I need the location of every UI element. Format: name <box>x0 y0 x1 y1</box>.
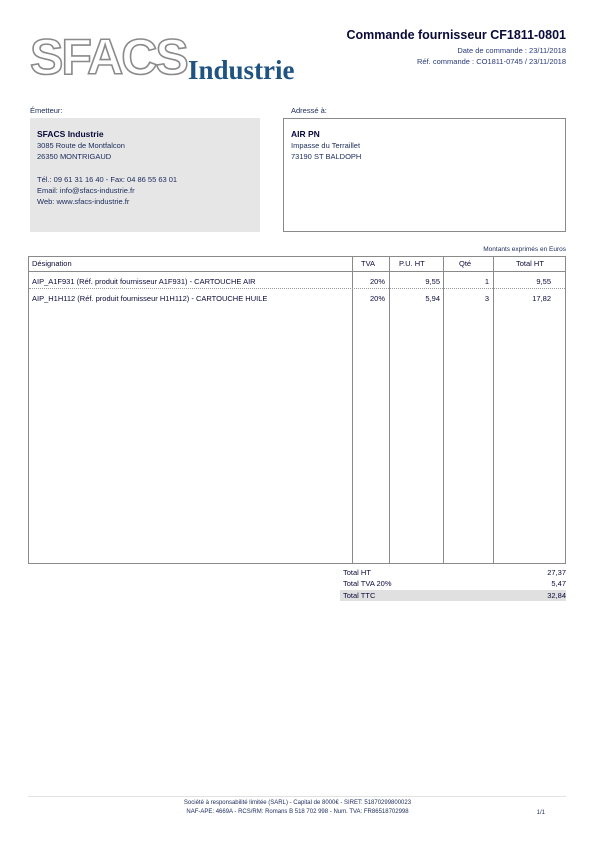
column-divider <box>493 257 494 563</box>
column-divider <box>443 257 444 563</box>
header-designation: Désignation <box>32 259 72 268</box>
row-tva: 20% <box>369 277 385 286</box>
total-tva-value: 5,47 <box>551 579 566 588</box>
total-ht-label: Total HT <box>343 568 371 577</box>
recipient-address-line2: 73190 ST BALDOPH <box>291 152 362 161</box>
order-reference: Réf. commande : CO1811-0745 / 23/11/2018 <box>417 57 566 66</box>
issuer-email: Email: info@sfacs-industrie.fr <box>37 186 135 195</box>
row-quantity: 1 <box>484 277 489 286</box>
header-tva: TVA <box>361 259 376 268</box>
row-designation: AIP_H1H112 (Réf. produit fournisseur H1H112) - CARTOUCHE HUILE <box>32 294 268 303</box>
currency-note: Montants exprimés en Euros <box>483 246 566 253</box>
recipient-label: Adressé à: <box>291 106 327 115</box>
footer-divider <box>28 796 566 797</box>
issuer-label: Émetteur: <box>30 106 63 115</box>
total-tva-label: Total TVA 20% <box>343 579 392 588</box>
row-designation: AIP_A1F931 (Réf. produit fournisseur A1F931) - CARTOUCHE AIR <box>32 277 256 286</box>
header-quantity: Qté <box>459 259 472 268</box>
header-divider <box>29 271 565 272</box>
page-number: 1/1 <box>536 810 545 816</box>
footer-legal-line2: NAF-APE: 4669A - RCS/RM: Romans B 518 702 998 - Num. TVA: FR86518702998 <box>186 809 409 815</box>
order-date: Date de commande : 23/11/2018 <box>457 46 566 55</box>
header-total-ht: Total HT <box>516 259 544 268</box>
row-total-ht: 9,55 <box>536 277 551 286</box>
issuer-phone: Tél.: 09 61 31 16 40 - Fax: 04 86 55 63 01 <box>37 175 178 184</box>
order-lines-table <box>28 256 566 564</box>
row-unit-price: 5,94 <box>425 294 440 303</box>
row-total-ht: 17,82 <box>532 294 551 303</box>
column-divider <box>352 257 353 563</box>
issuer-name: SFACS Industrie <box>37 129 104 139</box>
issuer-address-line1: 3085 Route de Montfalcon <box>37 141 125 150</box>
recipient-name: AIR PN <box>291 129 320 139</box>
recipient-block <box>283 118 566 232</box>
row-tva: 20% <box>369 294 385 303</box>
issuer-block <box>30 118 260 232</box>
total-ttc-value: 32,84 <box>547 591 566 600</box>
company-logo <box>28 30 318 90</box>
document-title: Commande fournisseur CF1811-0801 <box>346 28 566 42</box>
column-divider <box>389 257 390 563</box>
logo-sub-text: Industrie <box>188 55 295 85</box>
total-ht-value: 27,37 <box>547 568 566 577</box>
header-unit-price: P.U. HT <box>399 259 425 268</box>
total-ttc-label: Total TTC <box>343 591 376 600</box>
issuer-website: Web: www.sfacs-industrie.fr <box>37 197 130 206</box>
logo-main-text: SFACS <box>30 30 187 85</box>
row-unit-price: 9,55 <box>425 277 440 286</box>
row-quantity: 3 <box>484 294 489 303</box>
row-separator <box>29 288 565 289</box>
issuer-address-line2: 26350 MONTRIGAUD <box>37 152 112 161</box>
footer-legal-line1: Société à responsabilité limitée (SARL) - Capital de 8000€ - SIRET: 51870299800023 <box>183 800 412 806</box>
recipient-address-line1: Impasse du Terraillet <box>291 141 361 150</box>
